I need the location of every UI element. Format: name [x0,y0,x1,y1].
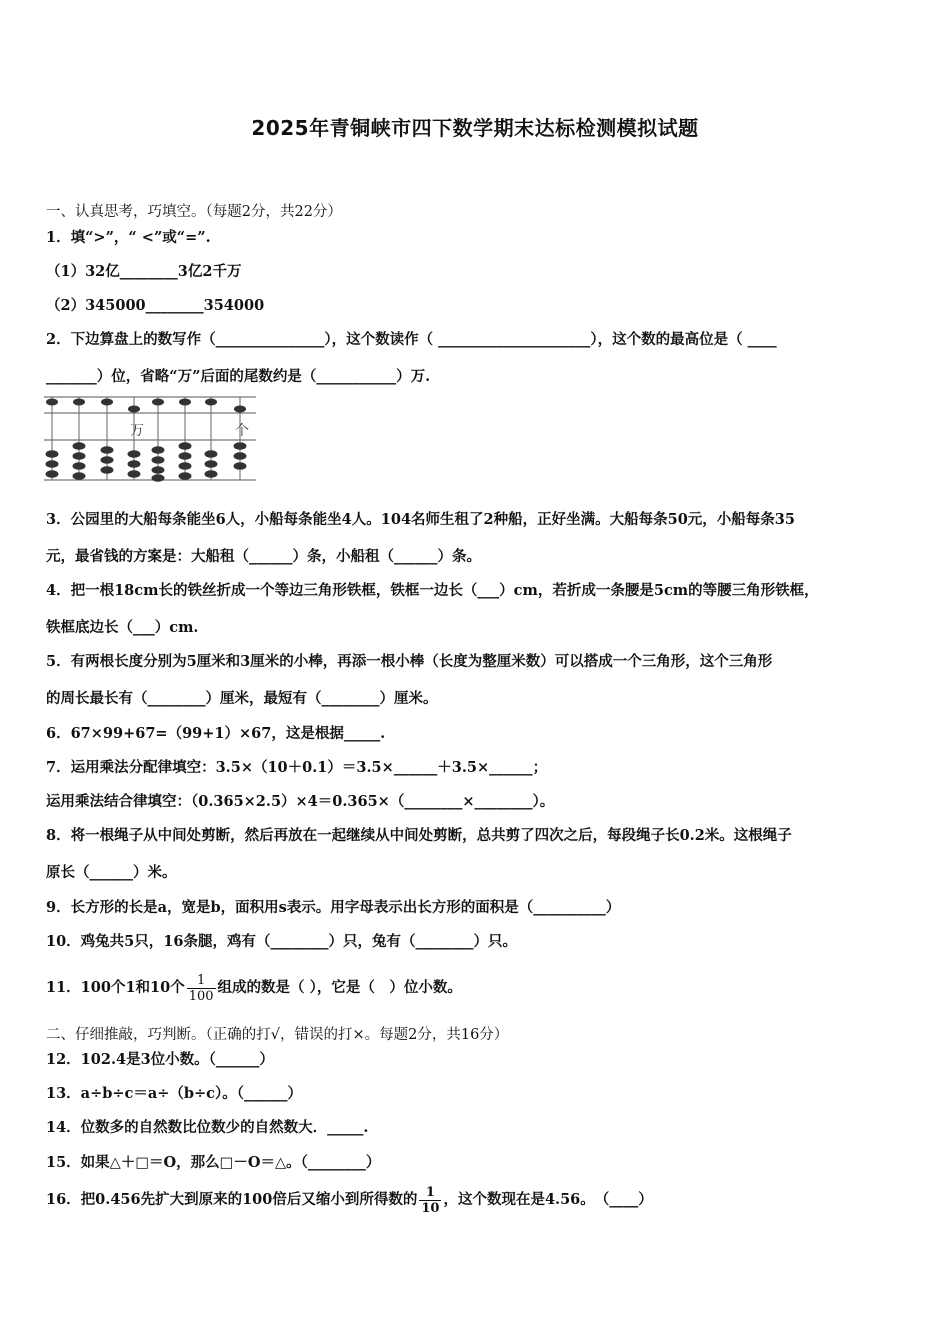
question-12: 12．102.4是3位小数。（______） [46,1051,274,1068]
fraction-denominator: 100 [188,988,214,1004]
question-2-line-2: _______）位，省略“万”后面的尾数约是（___________）万. [46,368,431,385]
question-13: 13．a÷b÷c＝a÷（b÷c）。（______） [46,1085,303,1102]
question-11-suffix: 组成的数是（ ），它是（ ）位小数。 [217,979,462,996]
question-8-line-1: 8．将一根绳子从中间处剪断，然后再放在一起继续从中间处剪断，总共剪了四次之后，每段绳子长0.2米。这根绳子 [46,827,792,844]
abacus-label-wan: 万 [130,423,144,439]
abacus-upper-bead [128,406,140,413]
abacus-lower-bead [46,460,59,468]
page-title: 2025年青铜峡市四下数学期末达标检测模拟试题 [251,116,699,140]
fraction-denominator: 10 [421,1200,440,1216]
abacus-figure [44,394,256,482]
abacus-lower-bead [179,452,192,460]
question-3-line-2: 元，最省钱的方案是：大船租（______）条，小船租（______）条。 [46,548,481,565]
question-9: 9．长方形的长是a，宽是b，面积用s表示。用字母表示出长方形的面积是（__________） [46,899,621,916]
abacus-lower-bead [152,456,165,464]
abacus-lower-bead [205,450,218,458]
question-1-part-2: （2）345000________354000 [46,297,265,314]
question-6: 6．67×99+67=（99+1）×67，这是根据_____. [46,725,386,742]
abacus-lower-bead [152,466,165,474]
abacus-lower-bead [73,452,86,460]
section-1-heading: 一、认真思考，巧填空。（每题2分，共22分） [46,204,342,220]
abacus-lower-bead [101,446,114,454]
question-1: 1．填“>”，“ <”或“=”. [46,229,211,246]
abacus-label-ge: 个 [235,423,249,439]
question-1-part-1: （1）32亿________3亿2千万 [46,263,242,280]
question-14: 14．位数多的自然数比位数少的自然数大．_____. [46,1119,369,1136]
abacus-lower-bead [128,450,141,458]
question-11-prefix: 11．100个1和10个 [46,979,185,996]
question-5-line-1: 5．有两根长度分别为5厘米和3厘米的小棒，再添一根小棒（长度为整厘米数）可以搭成一个三角形，这个三角形 [46,653,773,670]
abacus-lower-bead [152,474,165,482]
question-11 [46,968,462,1008]
abacus-lower-bead [73,442,86,450]
fraction-numerator: 1 [187,973,216,989]
question-16 [46,1180,653,1220]
section-2-heading: 二、仔细推敲，巧判断。（正确的打√，错误的打×。每题2分，共16分） [46,1027,509,1043]
question-8-line-2: 原长（______）米。 [46,864,177,881]
abacus-lower-bead [46,450,59,458]
question-10: 10．鸡兔共5只，16条腿，鸡有（________）只，兔有（________）只。 [46,933,517,950]
question-4-line-1: 4．把一根18cm长的铁丝折成一个等边三角形铁框，铁框一边长（___）cm，若折成一条腰是5cm的等腰三角形铁框， [46,582,819,599]
question-15: 15．如果△＋□＝O，那么□－O＝△。（________） [46,1154,381,1171]
abacus-lower-bead [46,470,59,478]
abacus-upper-bead [101,399,113,406]
abacus-lower-bead [101,456,114,464]
question-3-line-1: 3．公园里的大船每条能坐6人，小船每条能坐4人。104名师生租了2种船，正好坐满。大船每条50元，小船每条35 [46,511,795,528]
abacus-lower-bead [179,442,192,450]
abacus-upper-bead [73,399,85,406]
fraction-numerator: 1 [419,1185,441,1201]
question-4-line-2: 铁框底边长（___）cm. [46,619,199,636]
abacus-lower-bead [128,460,141,468]
abacus-upper-bead [234,406,246,413]
abacus-lower-bead [101,466,114,474]
question-5-line-2: 的周长最长有（________）厘米，最短有（________）厘米。 [46,690,438,707]
abacus-lower-bead [234,442,247,450]
fraction-one-hundredth [187,973,216,1004]
abacus-upper-bead [179,399,191,406]
abacus-lower-bead [205,470,218,478]
abacus-lower-bead [205,460,218,468]
question-7-line-2: 运用乘法结合律填空：（0.365×2.5）×4＝0.365×（________×________）。 [46,793,555,810]
abacus-upper-bead [152,399,164,406]
abacus-lower-bead [234,452,247,460]
abacus-lower-bead [179,462,192,470]
abacus-lower-bead [128,470,141,478]
abacus-upper-bead [205,399,217,406]
question-16-suffix: ，这个数现在是4.56。 （____） [443,1191,653,1208]
abacus-lower-bead [73,462,86,470]
question-7-line-1: 7．运用乘法分配律填空：3.5×（10＋0.1）＝3.5×______＋3.5×______； [46,759,548,776]
question-16-prefix: 16．把0.456先扩大到原来的100倍后又缩小到所得数的 [46,1191,418,1208]
abacus-lower-bead [234,462,247,470]
abacus-lower-bead [179,472,192,480]
fraction-one-tenth [419,1185,441,1216]
question-2-line-1: 2．下边算盘上的数写作（_______________），这个数读作（ _____________________），这个数的最高位是（ ____ [46,331,777,348]
abacus-lower-bead [73,472,86,480]
abacus-lower-bead [152,446,165,454]
abacus-upper-bead [46,399,58,406]
